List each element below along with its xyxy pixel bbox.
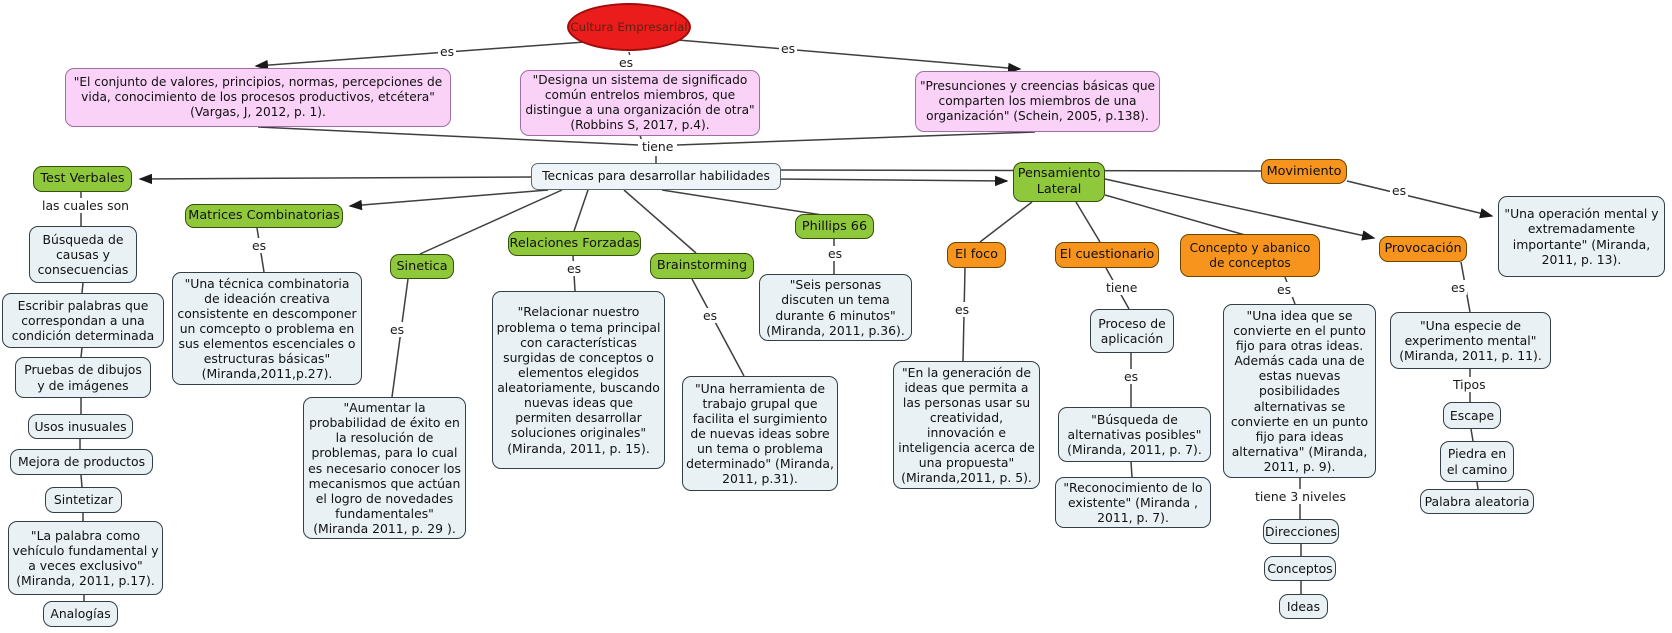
concept-node-tecnicas[interactable]: Tecnicas para desarrollar habilidades (531, 163, 781, 190)
tv-item-palabra-vehiculo[interactable]: "La palabra como vehículo fundamental y a veces exclusivo" (Miranda, 2011, p.17). (8, 521, 163, 595)
desc-relaciones[interactable]: "Relacionar nuestro problema o tema principal con características surgidas de conceptos o elementos elegidos aleatoriamente, buscando nuevas ideas que permiten desarrollar soluciones originales" (Miranda, 2011, p. 15). (492, 291, 665, 469)
desc-brainstorming[interactable]: "Una herramienta de trabajo grupal que facilita el surgimiento de nuevas ideas sobre un tema o problema determinado" (Miranda, 2011, p.31). (682, 376, 838, 491)
link-label-es: es (1451, 280, 1466, 295)
desc-movimiento[interactable]: "Una operación mental y extremadamente importante" (Miranda, 2011, p. 13). (1498, 196, 1665, 277)
concept-node-provocacion[interactable]: Provocación (1379, 236, 1467, 262)
link-label-es: es (1277, 282, 1292, 297)
nivel-conceptos[interactable]: Conceptos (1264, 556, 1336, 581)
link-label-es: es (252, 238, 267, 253)
tv-item-pruebas-dibujos[interactable]: Pruebas de dibujos y de imágenes (15, 357, 151, 398)
definition-robbins[interactable]: "Designa un sistema de significado común entrelos miembros, que distingue a una organización de otra" (Robbins S, 2017, p.4). (520, 70, 760, 136)
concept-node-test-verbales[interactable]: Test Verbales (33, 166, 132, 192)
link-label-es: es (703, 308, 718, 323)
definition-schein[interactable]: "Presunciones y creencias básicas que comparten los miembros de una organización" (Schein, 2005, p.138). (915, 71, 1160, 132)
concept-node-pensamiento-lateral[interactable]: Pensamiento Lateral (1013, 162, 1105, 202)
tv-item-usos-inusuales[interactable]: Usos inusuales (28, 414, 133, 439)
link-label-es: es (440, 44, 455, 59)
concept-node-brainstorming[interactable]: Brainstorming (650, 253, 754, 279)
link-label-es: es (781, 41, 796, 56)
link-label-tiene: tiene (642, 139, 674, 154)
concept-node-el-cuestionario[interactable]: El cuestionario (1055, 242, 1159, 268)
concept-node-relaciones-forzadas[interactable]: Relaciones Forzadas (508, 231, 641, 256)
desc-busqueda-alternativas[interactable]: "Búsqueda de alternativas posibles" (Miranda, 2011, p. 7). (1058, 407, 1211, 462)
concept-node-phillips-66[interactable]: Phillips 66 (795, 214, 874, 239)
tipo-palabra-aleatoria[interactable]: Palabra aleatoria (1420, 489, 1534, 514)
link-label-es: es (1124, 369, 1139, 384)
tipo-escape[interactable]: Escape (1443, 402, 1501, 429)
tv-item-busqueda-causas[interactable]: Búsqueda de causas y consecuencias (29, 226, 137, 283)
tv-item-sintetizar[interactable]: Sintetizar (45, 487, 122, 513)
link-label-es: es (619, 55, 634, 70)
tipo-piedra-camino[interactable]: Piedra en el camino (1440, 441, 1514, 482)
link-label-tiene: tiene (1106, 280, 1138, 295)
desc-reconocimiento[interactable]: "Reconocimiento de lo existente" (Miranda , 2011, p. 7). (1055, 477, 1211, 528)
concept-node-movimiento[interactable]: Movimiento (1261, 159, 1347, 184)
link-label-tipos: Tipos (1453, 377, 1486, 392)
desc-provocacion[interactable]: "Una especie de experimento mental" (Miranda, 2011, p. 11). (1390, 312, 1551, 369)
desc-proceso-aplicacion[interactable]: Proceso de aplicación (1090, 309, 1174, 353)
desc-matrices[interactable]: "Una técnica combinatoria de ideación creativa consistente en descomponer un comcepto o problema en sus elementos escenciales o estructuras básicas" (Miranda,2011,p.27). (172, 272, 362, 385)
link-label-es: es (955, 302, 970, 317)
concept-node-sinetica[interactable]: Sinetica (390, 254, 454, 279)
nivel-direcciones[interactable]: Direcciones (1263, 519, 1339, 544)
tv-item-escribir-palabras[interactable]: Escribir palabras que correspondan a una condición determinada (2, 293, 164, 348)
link-label-las-cuales-son: las cuales son (42, 198, 130, 213)
link-label-es: es (1392, 183, 1407, 198)
nivel-ideas[interactable]: Ideas (1279, 594, 1328, 619)
link-label-tiene-3-niveles: tiene 3 niveles (1255, 489, 1346, 504)
link-label-es: es (390, 322, 405, 337)
desc-sinetica[interactable]: "Aumentar la probabilidad de éxito en la resolución de problemas, para lo cual es necesario conocer los mecanismos que actúan el logro de novedades fundamentales" (Miranda 2011, p. 29 ). (303, 397, 466, 539)
tv-item-mejora-productos[interactable]: Mejora de productos (10, 449, 153, 475)
link-label-es: es (828, 246, 843, 261)
concept-node-concepto-abanico[interactable]: Concepto y abanico de conceptos (1180, 234, 1320, 277)
desc-el-foco[interactable]: "En la generación de ideas que permita a las personas usar su creatividad, innovación e inteligencia acerca de una propuesta" (Miranda,2011, p. 5). (893, 361, 1040, 489)
concept-node-cultura-empresarial[interactable]: Cultura Empresarial (567, 3, 691, 51)
tv-item-analogias[interactable]: Analogías (43, 601, 118, 627)
concept-node-el-foco[interactable]: El foco (947, 242, 1006, 268)
definition-vargas[interactable]: "El conjunto de valores, principios, normas, percepciones de vida, conocimiento de los procesos productivos, etcétera" (Vargas, J, 2012, p. 1). (65, 68, 451, 127)
link-label-es: es (567, 261, 582, 276)
concept-node-matrices-combinatorias[interactable]: Matrices Combinatorias (185, 204, 343, 228)
desc-concepto[interactable]: "Una idea que se convierte en el punto fijo para otras ideas. Además cada una de estas nuevas posibilidades alternativas se convierte en un punto fijo para ideas alternativa" (Miranda, 2011, p. 9). (1223, 304, 1376, 478)
desc-phillips[interactable]: "Seis personas discuten un tema durante 6 minutos" (Miranda, 2011, p.36). (759, 274, 912, 341)
